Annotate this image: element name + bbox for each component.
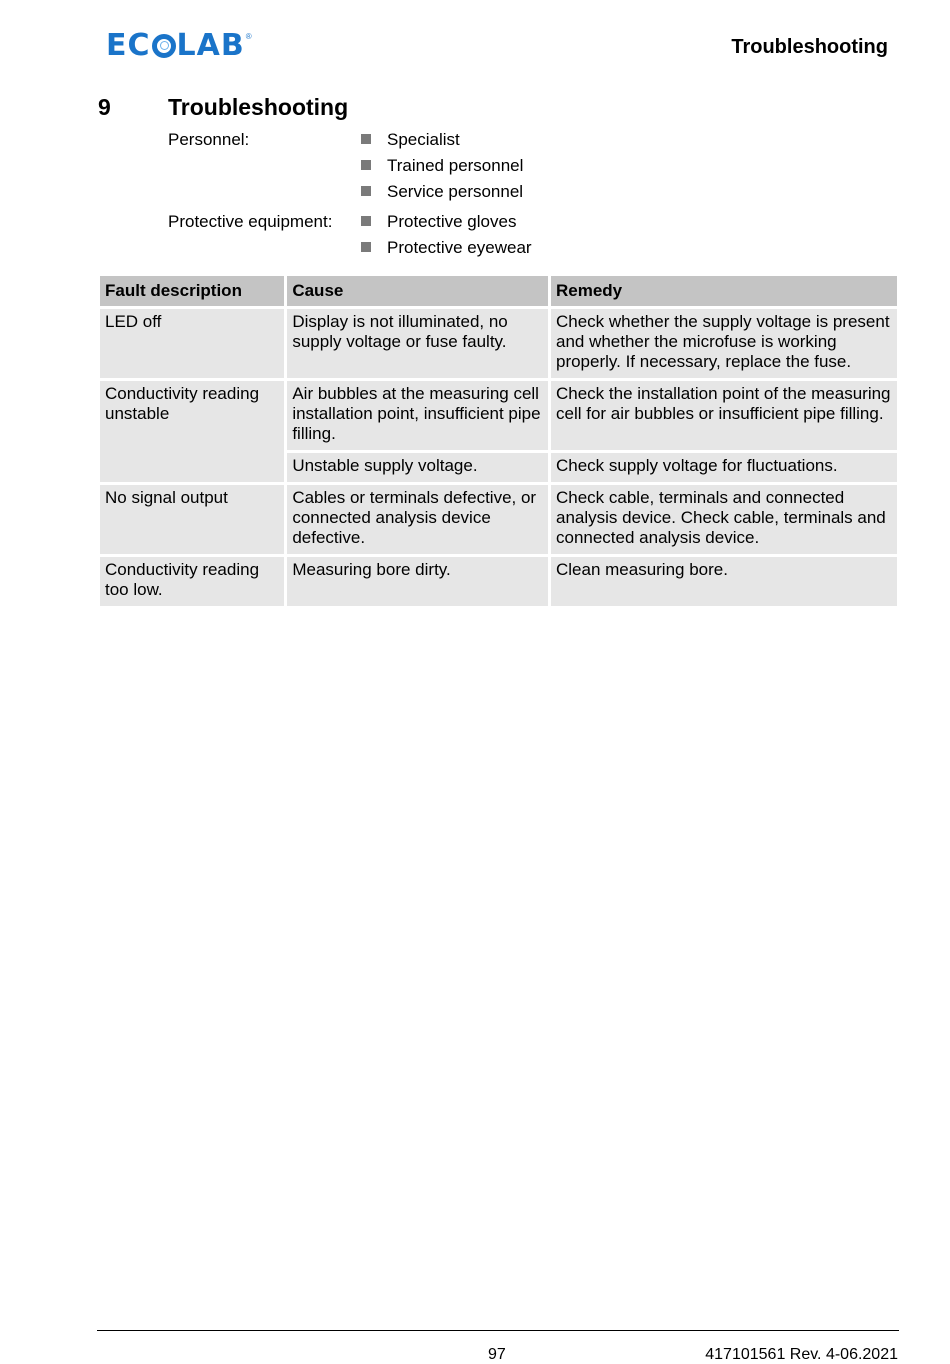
cause-cell: Measuring bore dirty. xyxy=(287,557,548,606)
header-remedy: Remedy xyxy=(551,276,897,306)
section-number: 9 xyxy=(98,94,111,120)
fault-cell: LED off xyxy=(100,309,284,378)
logo-globe-icon xyxy=(152,34,176,58)
bullet-square-icon xyxy=(361,186,371,196)
header-fault-description: Fault description xyxy=(100,276,284,306)
equipment-label: Protective equipment: xyxy=(168,212,333,231)
table-row xyxy=(100,381,897,450)
personnel-item: Specialist xyxy=(387,130,460,149)
document-reference: 417101561 Rev. 4-06.2021 xyxy=(705,1346,898,1363)
footer-divider xyxy=(97,1330,899,1331)
equipment-item: Protective eyewear xyxy=(387,238,532,257)
remedy-cell: Clean measuring bore. xyxy=(551,557,897,606)
personnel-item: Service personnel xyxy=(387,182,524,201)
list-item xyxy=(360,182,523,208)
running-head: Troubleshooting xyxy=(731,36,888,58)
bullet-square-icon xyxy=(361,160,371,170)
list-item xyxy=(360,238,532,264)
fault-cell: No signal output xyxy=(100,485,284,554)
list-item xyxy=(360,212,532,238)
table-row xyxy=(100,557,897,606)
remedy-cell: Check the installation point of the measuring cell for air bubbles or insufficient pipe filling. xyxy=(551,381,897,450)
page-number: 97 xyxy=(488,1346,506,1363)
troubleshooting-table xyxy=(97,273,900,609)
personnel-item: Trained personnel xyxy=(387,156,524,175)
cause-cell: Air bubbles at the measuring cell installation point, insufficient pipe filling. xyxy=(287,381,548,450)
list-item xyxy=(360,130,523,156)
table-row xyxy=(100,485,897,554)
table-row xyxy=(100,309,897,378)
bullet-square-icon xyxy=(361,134,371,144)
personnel-list xyxy=(360,130,523,208)
bullet-square-icon xyxy=(361,216,371,226)
equipment-list xyxy=(360,212,532,264)
remedy-cell: Check cable, terminals and connected analysis device. Check cable, terminals and connected analysis device. xyxy=(551,485,897,554)
list-item xyxy=(360,156,523,182)
header-cause: Cause xyxy=(287,276,548,306)
personnel-label: Personnel: xyxy=(168,130,250,149)
remedy-cell: Check whether the supply voltage is present and whether the microfuse is working properly. If necessary, replace the fuse. xyxy=(551,309,897,378)
cause-cell: Display is not illuminated, no supply voltage or fuse faulty. xyxy=(287,309,548,378)
table-header-row xyxy=(100,276,897,306)
registered-mark: ® xyxy=(245,32,252,41)
fault-cell: Conductivity reading unstable xyxy=(100,381,284,482)
remedy-cell: Check supply voltage for fluctuations. xyxy=(551,453,897,482)
logo-wordmark: EC LAB xyxy=(106,28,245,63)
bullet-square-icon xyxy=(361,242,371,252)
equipment-item: Protective gloves xyxy=(387,212,517,231)
section-title: Troubleshooting xyxy=(168,94,349,120)
cause-cell: Cables or terminals defective, or connected analysis device defective. xyxy=(287,485,548,554)
fault-cell: Conductivity reading too low. xyxy=(100,557,284,606)
ecolab-logo xyxy=(106,30,252,62)
cause-cell: Unstable supply voltage. xyxy=(287,453,548,482)
